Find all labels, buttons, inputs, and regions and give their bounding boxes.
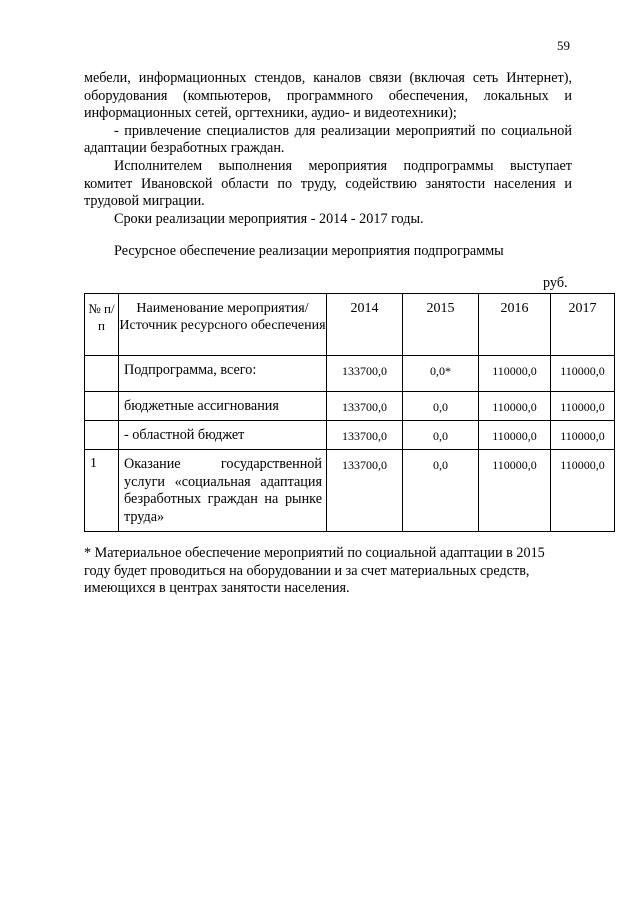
row-number xyxy=(85,392,119,421)
value-2014: 133700,0 xyxy=(327,392,403,421)
value-2017: 110000,0 xyxy=(551,450,615,532)
value-2015: 0,0* xyxy=(403,356,479,392)
value-2014: 133700,0 xyxy=(327,356,403,392)
header-2016: 2016 xyxy=(479,294,551,356)
header-2015: 2015 xyxy=(403,294,479,356)
table-heading: Ресурсное обеспечение реализации мероприятия подпрограммы xyxy=(114,243,504,259)
units-label: руб. xyxy=(543,275,568,291)
value-2016: 110000,0 xyxy=(479,450,551,532)
value-2017: 110000,0 xyxy=(551,392,615,421)
value-2014: 133700,0 xyxy=(327,421,403,450)
row-name: - областной бюджет xyxy=(119,421,327,450)
table-row xyxy=(85,356,615,392)
row-number xyxy=(85,421,119,450)
page-number: 59 xyxy=(557,38,570,53)
row-name: Подпрограмма, всего: xyxy=(119,356,327,392)
value-2015: 0,0 xyxy=(403,450,479,532)
resource-table xyxy=(84,293,615,532)
row-number: 1 xyxy=(85,450,119,532)
value-2016: 110000,0 xyxy=(479,421,551,450)
table-header-row xyxy=(85,294,615,356)
footnote: * Материальное обеспечение мероприятий по социальной адаптации в 2015 году будет проводиться на оборудовании и за счет материальных средств, имеющихся в центрах занятости населения. xyxy=(84,545,545,597)
paragraph-1: мебели, информационных стендов, каналов связи (включая сеть Интернет), оборудования (компьютеров, программного обеспечения, локальных и информационных сетей, оргтехники, аудио- и видеотехники); xyxy=(84,70,572,122)
value-2016: 110000,0 xyxy=(479,392,551,421)
body-text xyxy=(84,70,572,228)
header-2017: 2017 xyxy=(551,294,615,356)
table-row xyxy=(85,450,615,532)
paragraph-4: Сроки реализации мероприятия - 2014 - 2017 годы. xyxy=(114,210,424,227)
value-2017: 110000,0 xyxy=(551,356,615,392)
table-row xyxy=(85,392,615,421)
value-2016: 110000,0 xyxy=(479,356,551,392)
row-number xyxy=(85,356,119,392)
value-2014: 133700,0 xyxy=(327,450,403,532)
value-2015: 0,0 xyxy=(403,392,479,421)
header-no: № п/п xyxy=(85,294,119,356)
row-name: бюджетные ассигнования xyxy=(119,392,327,421)
table-row xyxy=(85,421,615,450)
paragraph-3: Исполнителем выполнения мероприятия подпрограммы выступает комитет Ивановской области по труду, содействию занятости населения и трудовой миграции. xyxy=(84,157,572,210)
row-name: Оказание государственной услуги «социальная адаптация безработных граждан на рынке труда» xyxy=(119,450,327,532)
value-2015: 0,0 xyxy=(403,421,479,450)
value-2017: 110000,0 xyxy=(551,421,615,450)
header-2014: 2014 xyxy=(327,294,403,356)
paragraph-2: - привлечение специалистов для реализации мероприятий по социальной адаптации безработных граждан. xyxy=(84,122,572,157)
header-name: Наименование мероприятия/Источник ресурсного обеспечения xyxy=(119,294,327,356)
